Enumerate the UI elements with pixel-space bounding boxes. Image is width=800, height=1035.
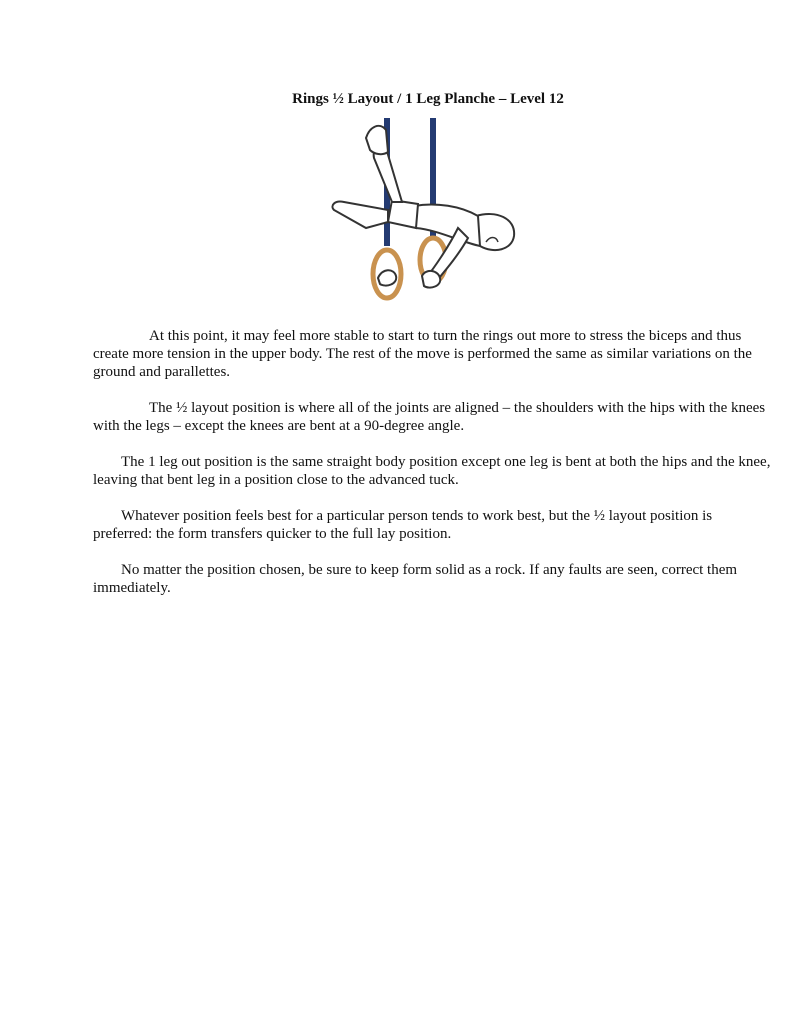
page-title: Rings ½ Layout / 1 Leg Planche – Level 12	[292, 91, 564, 107]
paragraph: The ½ layout position is where all of the joints are aligned – the shoulders with the hips with the knees with the legs – except the knees are bent at a 90-degree angle.	[93, 400, 766, 434]
paragraph: The 1 leg out position is the same straight body position except one leg is bent at both the hips and the knee, leaving that bent leg in a position close to the advanced tuck.	[93, 454, 771, 488]
ring-planche-figure-icon	[326, 118, 522, 302]
paragraph: At this point, it may feel more stable to start to turn the rings out more to stress the biceps and thus create more tension in the upper body. The rest of the move is performed the same as similar variations on the ground and parallettes.	[93, 328, 752, 380]
paragraph: No matter the position chosen, be sure to keep form solid as a rock. If any faults are seen, correct them immediately.	[93, 562, 738, 596]
paragraph: Whatever position feels best for a particular person tends to work best, but the ½ layout position is preferred: the form transfers quicker to the full lay position.	[93, 508, 713, 542]
